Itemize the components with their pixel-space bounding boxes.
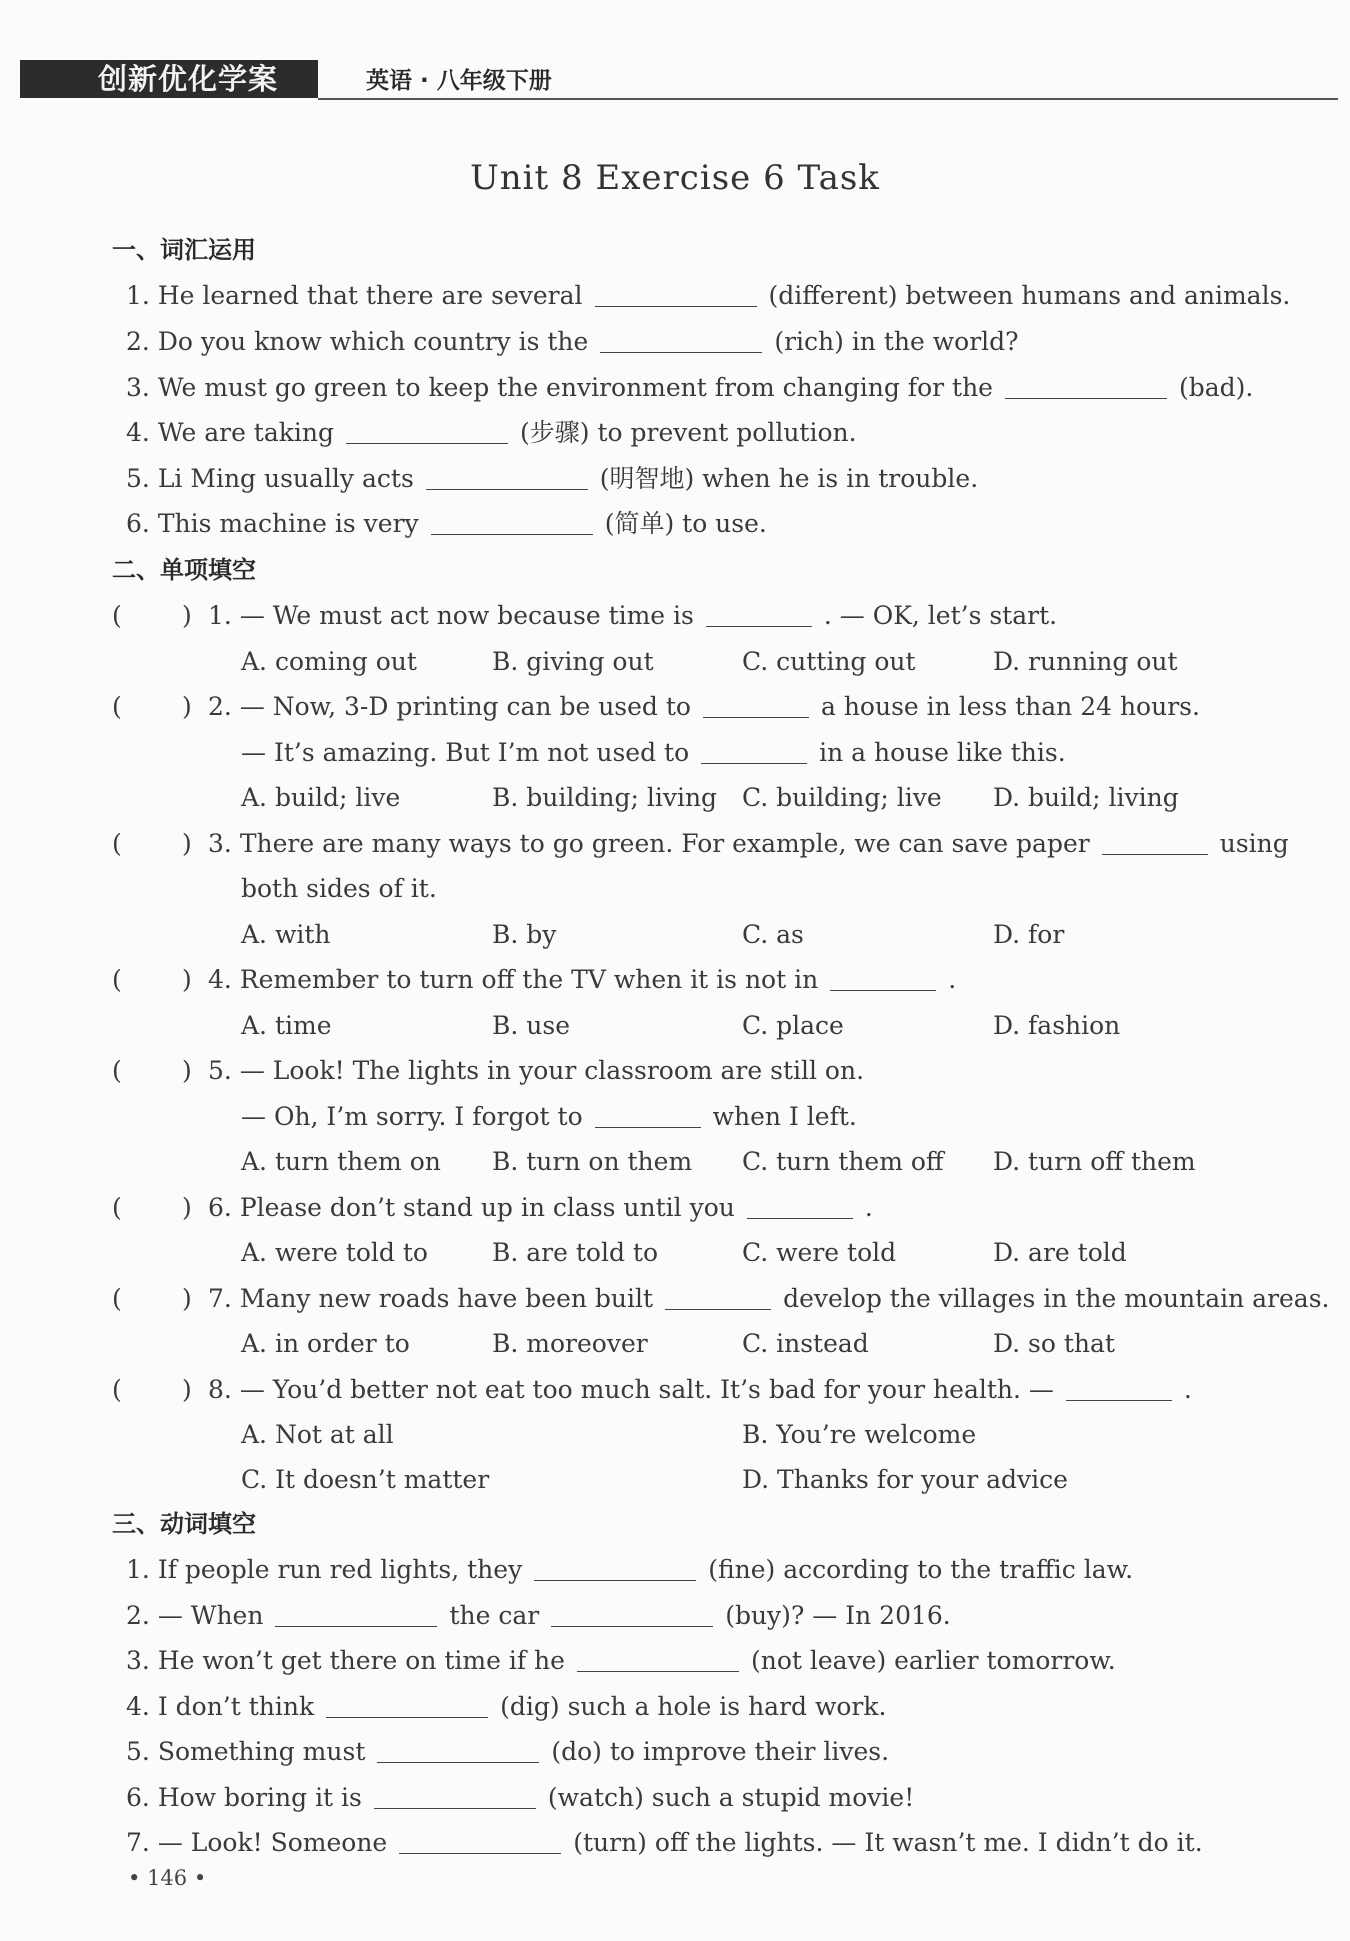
answer-blank[interactable]	[275, 1602, 437, 1627]
answer-blank[interactable]	[701, 739, 807, 764]
answer-blank[interactable]	[747, 1194, 853, 1219]
mc-question-8: 8. — You’d better not eat too much salt. It’s bad for your health. — .	[208, 1375, 1192, 1404]
answer-paren-right: )	[182, 1193, 192, 1222]
mc-option[interactable]: C. It doesn’t matter	[241, 1465, 490, 1494]
mc-option[interactable]: C. place	[742, 1011, 844, 1040]
mc-option[interactable]: D. fashion	[993, 1011, 1121, 1040]
mc-option[interactable]: A. coming out	[241, 647, 417, 676]
mc-option[interactable]: A. in order to	[241, 1329, 410, 1358]
verb-item-1: 1. If people run red lights, they (fine) according to the traffic law.	[126, 1555, 1134, 1584]
mc-question-6: 6. Please don’t stand up in class until you .	[208, 1193, 873, 1222]
mc-option[interactable]: C. as	[742, 920, 804, 949]
answer-blank[interactable]	[706, 602, 812, 627]
answer-blank[interactable]	[1102, 830, 1208, 855]
answer-blank[interactable]	[374, 1784, 536, 1809]
vocab-item-4: 4. We are taking (步骤) to prevent pollution.	[126, 418, 857, 447]
mc-option[interactable]: C. were told	[742, 1238, 897, 1267]
mc-option[interactable]: D. so that	[993, 1329, 1115, 1358]
mc-question-3-line-2: both sides of it.	[241, 874, 437, 903]
answer-paren-left: (	[112, 692, 122, 721]
answer-blank[interactable]	[534, 1556, 696, 1581]
answer-blank[interactable]	[399, 1829, 561, 1854]
verb-item-7: 7. — Look! Someone (turn) off the lights. — It wasn’t me. I didn’t do it.	[126, 1828, 1203, 1857]
mc-option[interactable]: C. turn them off	[742, 1147, 944, 1176]
answer-blank[interactable]	[551, 1602, 713, 1627]
verb-item-4: 4. I don’t think (dig) such a hole is hard work.	[126, 1692, 887, 1721]
answer-paren-left: (	[112, 1284, 122, 1313]
mc-question-2: 2. — Now, 3-D printing can be used to a house in less than 24 hours.	[208, 692, 1200, 721]
verb-item-2: 2. — When the car (buy)? — In 2016.	[126, 1601, 951, 1630]
mc-question-2-line-2: — It’s amazing. But I’m not used to in a house like this.	[241, 738, 1066, 767]
mc-option[interactable]: A. with	[241, 920, 331, 949]
answer-blank[interactable]	[326, 1693, 488, 1718]
answer-blank[interactable]	[377, 1738, 539, 1763]
page-title: Unit 8 Exercise 6 Task	[470, 158, 880, 198]
answer-blank[interactable]	[830, 966, 936, 991]
mc-option[interactable]: B. use	[492, 1011, 570, 1040]
answer-paren-right: )	[182, 829, 192, 858]
mc-option[interactable]: D. are told	[993, 1238, 1127, 1267]
mc-option[interactable]: B. are told to	[492, 1238, 659, 1267]
section-heading-vocabulary: 一、词汇运用	[112, 236, 256, 264]
book-subject: 英语 · 八年级下册	[366, 68, 552, 94]
answer-paren-right: )	[182, 601, 192, 630]
answer-blank[interactable]	[595, 282, 757, 307]
answer-paren-left: (	[112, 1375, 122, 1404]
mc-option[interactable]: C. instead	[742, 1329, 869, 1358]
mc-question-1: 1. — We must act now because time is . — OK, let’s start.	[208, 601, 1058, 630]
brand-logo: 创新优化学案	[98, 62, 279, 96]
mc-option[interactable]: B. building; living	[492, 783, 718, 812]
verb-item-3: 3. He won’t get there on time if he (not leave) earlier tomorrow.	[126, 1646, 1116, 1675]
mc-option[interactable]: D. turn off them	[993, 1147, 1196, 1176]
vocab-item-1: 1. He learned that there are several (different) between humans and animals.	[126, 281, 1291, 310]
mc-option[interactable]: D. for	[993, 920, 1065, 949]
mc-option[interactable]: A. Not at all	[241, 1420, 394, 1449]
mc-option[interactable]: D. build; living	[993, 783, 1179, 812]
mc-option[interactable]: A. turn them on	[241, 1147, 441, 1176]
answer-paren-right: )	[182, 1056, 192, 1085]
mc-question-3: 3. There are many ways to go green. For example, we can save paper using	[208, 829, 1289, 858]
answer-blank[interactable]	[346, 419, 508, 444]
mc-option[interactable]: D. Thanks for your advice	[742, 1465, 1068, 1494]
mc-option[interactable]: A. build; live	[241, 783, 401, 812]
answer-paren-left: (	[112, 601, 122, 630]
vocab-item-5: 5. Li Ming usually acts (明智地) when he is in trouble.	[126, 464, 979, 493]
answer-paren-right: )	[182, 1375, 192, 1404]
verb-item-6: 6. How boring it is (watch) such a stupid movie!	[126, 1783, 915, 1812]
vocab-item-2: 2. Do you know which country is the (rich) in the world?	[126, 327, 1019, 356]
section-heading-verb-forms: 三、动词填空	[112, 1510, 256, 1538]
answer-paren-left: (	[112, 965, 122, 994]
answer-paren-right: )	[182, 965, 192, 994]
mc-option[interactable]: C. cutting out	[742, 647, 916, 676]
answer-blank[interactable]	[431, 510, 593, 535]
answer-blank[interactable]	[577, 1647, 739, 1672]
section-heading-multiple-choice: 二、单项填空	[112, 556, 256, 584]
answer-paren-left: (	[112, 1056, 122, 1085]
answer-blank[interactable]	[600, 328, 762, 353]
mc-question-5: 5. — Look! The lights in your classroom are still on.	[208, 1056, 865, 1085]
mc-question-7: 7. Many new roads have been built develop the villages in the mountain areas.	[208, 1284, 1330, 1313]
answer-blank[interactable]	[1066, 1376, 1172, 1401]
header-rule	[318, 98, 1338, 100]
answer-paren-left: (	[112, 1193, 122, 1222]
answer-blank[interactable]	[665, 1285, 771, 1310]
mc-option[interactable]: C. building; live	[742, 783, 942, 812]
mc-question-5-line-2: — Oh, I’m sorry. I forgot to when I left.	[241, 1102, 857, 1131]
answer-paren-left: (	[112, 829, 122, 858]
mc-option[interactable]: B. giving out	[492, 647, 654, 676]
answer-paren-right: )	[182, 692, 192, 721]
mc-option[interactable]: A. were told to	[241, 1238, 428, 1267]
mc-option[interactable]: A. time	[241, 1011, 332, 1040]
answer-blank[interactable]	[595, 1103, 701, 1128]
page-number: • 146 •	[128, 1866, 207, 1890]
verb-item-5: 5. Something must (do) to improve their lives.	[126, 1737, 890, 1766]
mc-question-4: 4. Remember to turn off the TV when it is not in .	[208, 965, 957, 994]
mc-option[interactable]: B. turn on them	[492, 1147, 693, 1176]
answer-paren-right: )	[182, 1284, 192, 1313]
mc-option[interactable]: B. by	[492, 920, 557, 949]
vocab-item-3: 3. We must go green to keep the environment from changing for the (bad).	[126, 373, 1254, 402]
vocab-item-6: 6. This machine is very (简单) to use.	[126, 509, 767, 538]
mc-option[interactable]: B. You’re welcome	[742, 1420, 977, 1449]
answer-blank[interactable]	[426, 465, 588, 490]
mc-option[interactable]: D. running out	[993, 647, 1178, 676]
answer-blank[interactable]	[1005, 374, 1167, 399]
mc-option[interactable]: B. moreover	[492, 1329, 648, 1358]
answer-blank[interactable]	[703, 693, 809, 718]
